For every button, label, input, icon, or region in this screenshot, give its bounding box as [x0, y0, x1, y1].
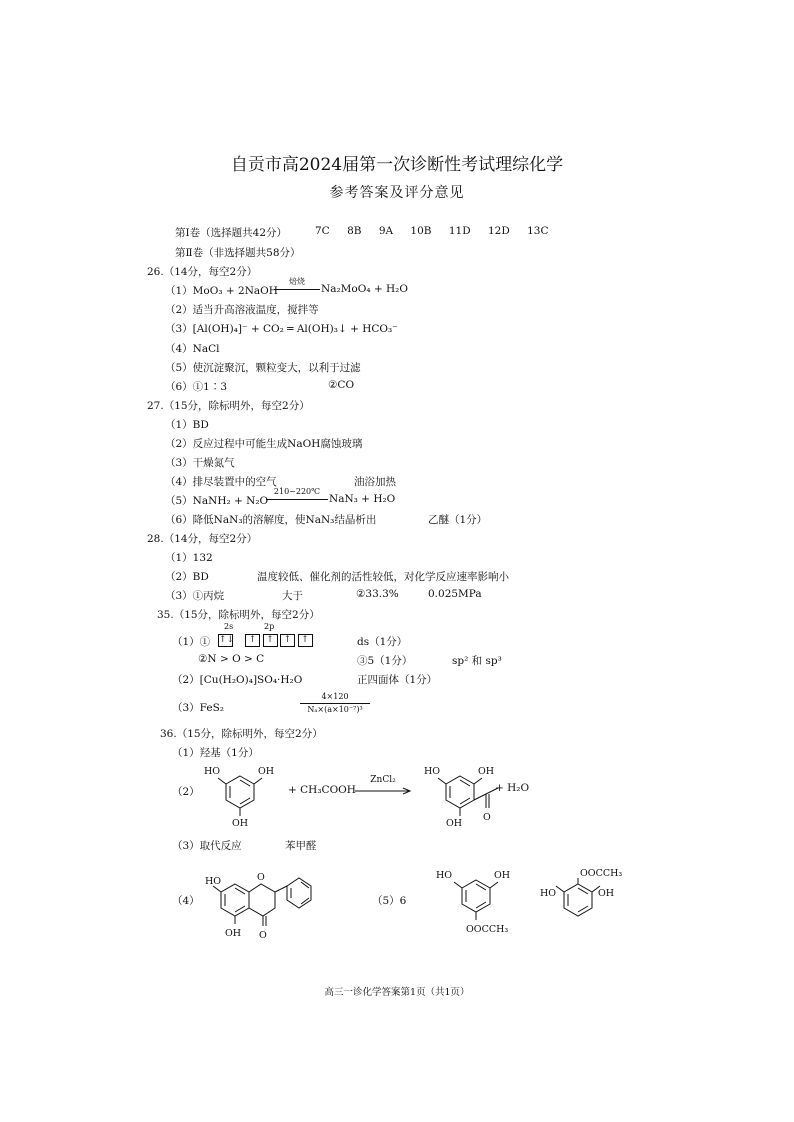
product-structure	[420, 760, 510, 830]
q28-a2-2: 温度较低、催化剂的活性较低，对化学反应速率影响小	[257, 571, 509, 583]
oh-label: OH	[598, 888, 615, 899]
q35-a2-1: （2）[Cu(H₂O)₄]SO₄·H₂O	[172, 674, 303, 686]
ho-label: HO	[424, 766, 441, 777]
orbital-diagram	[218, 633, 312, 647]
q28-a3-1: （3）①丙烷	[165, 590, 225, 602]
answer-8: 8B	[347, 225, 362, 237]
reaction-arrow	[355, 788, 413, 796]
q27-a2: （2）反应过程中可能生成NaOH腐蚀玻璃	[165, 438, 363, 450]
q35-a1-2: ②N > O > C	[198, 653, 265, 665]
q35-a1-3: ③5（1分）	[357, 655, 413, 667]
ho-label: HO	[436, 870, 453, 881]
oh-label: OH	[494, 870, 511, 881]
page-footer: 高三一诊化学答案第1页（共1页）	[324, 987, 470, 998]
q36-a3-2: 苯甲醛	[285, 840, 317, 852]
answer-11: 11D	[448, 225, 471, 237]
answer-9: 9A	[378, 225, 394, 237]
q36-a2-plus: + CH₃COOH	[288, 784, 356, 796]
q28-a3-3: ②33.3%	[356, 588, 399, 600]
oocch3-label: OOCCH₃	[466, 924, 509, 935]
o-label: O	[483, 812, 491, 823]
q36-a2-water: + H₂O	[495, 782, 530, 794]
orbital-2p-label: 2p	[264, 622, 275, 631]
q28-head: 28.（14分，每空2分）	[147, 533, 258, 545]
q26-a1-right: Na₂MoO₄ + H₂O	[321, 283, 408, 295]
ho-label: HO	[204, 766, 221, 777]
q36-a3-1: （3）取代反应	[172, 840, 242, 852]
isomer-2-structure	[540, 866, 640, 936]
q35-a1-ds: ds（1分）	[357, 636, 408, 648]
q36-head: 36.（15分，除标明外，每空2分）	[160, 728, 323, 740]
ho-label: HO	[205, 876, 222, 887]
o-label: O	[257, 872, 265, 883]
q26-a2: （2）适当升高溶液温度，搅拌等	[165, 304, 319, 316]
oh-label: OH	[225, 928, 242, 939]
q36-a2-label: （2）	[172, 786, 200, 798]
q26-a6-2: ②CO	[328, 379, 355, 391]
q26-a1-condition: 焙烧	[289, 277, 305, 286]
q28-a2-1: （2）BD	[165, 571, 209, 583]
isomer-1-structure	[430, 860, 540, 940]
q35-a2-2: 正四面体（1分）	[357, 674, 438, 686]
q27-a6-1: （6）降低NaN₃的溶解度，使NaN₃结晶析出	[165, 514, 377, 526]
density-fraction-bar	[300, 703, 370, 704]
orbital-box-2p-2: ↑	[263, 634, 278, 647]
orbital-2s-label: 2s	[224, 622, 234, 631]
part2-label: 第Ⅱ卷（非选择题共58分）	[175, 247, 301, 259]
q26-a5: （5）使沉淀聚沉，颗粒变大，以利于过滤	[165, 362, 361, 374]
answer-12: 12D	[487, 225, 510, 237]
flavanone-structure	[205, 866, 335, 946]
catalyst-label: ZnCl₂	[370, 775, 396, 785]
q28-a1: （1）132	[165, 552, 213, 564]
answer-10: 10B	[410, 225, 432, 237]
orbital-box-2s: ↑↓	[219, 634, 235, 645]
o-label: O	[259, 930, 267, 941]
q27-a6-2: 乙醚（1分）	[428, 514, 488, 526]
page-title: 自贡市高2024届第一次诊断性考试理综化学	[230, 155, 564, 175]
q28-a3-2: 大于	[282, 590, 303, 602]
oh-label: OH	[446, 818, 463, 829]
orbital-box-2p-3: ↑	[280, 634, 295, 647]
q27-a5-arrow	[266, 499, 328, 500]
q27-a5-right: NaN₃ + H₂O	[329, 493, 396, 505]
part1-label: 第Ⅰ卷（选择题共42分）	[175, 227, 288, 239]
orbital-box-2p-4: ↑	[298, 634, 313, 647]
q26-a6-1: （6）①1∶3	[165, 381, 228, 393]
answer-13: 13C	[527, 225, 549, 237]
ho-label: HO	[540, 888, 557, 899]
oh-label: OH	[258, 766, 275, 777]
q36-a1: （1）羟基（1分）	[172, 747, 259, 759]
q28-a3-4: 0.025MPa	[428, 588, 482, 600]
q26-a4: （4）NaCl	[165, 343, 220, 355]
q27-a5-left: （5）NaNH₂ + N₂O	[165, 495, 269, 507]
q26-a3: （3）[Al(OH)₄]⁻ + CO₂ ═ Al(OH)₃↓ + HCO₃⁻	[165, 323, 398, 335]
part1-answers	[315, 225, 549, 237]
q35-a1-4: sp² 和 sp³	[452, 655, 502, 667]
q27-a4-2: 油浴加热	[354, 476, 396, 488]
q27-a3: （3）干燥氮气	[165, 457, 235, 469]
density-numerator: 4×120	[321, 692, 349, 701]
phloroglucinol-structure	[200, 760, 280, 830]
q27-a1: （1）BD	[165, 419, 209, 431]
q35-a1-prefix: （1）①	[172, 636, 211, 648]
q35-a3-1: （3）FeS₂	[172, 702, 225, 714]
q26-a1-arrow	[274, 289, 320, 290]
oh-label: OH	[478, 766, 495, 777]
q27-a4-1: （4）排尽装置中的空气	[165, 476, 277, 488]
q27-a5-condition: 210~220℃	[273, 487, 321, 496]
q27-head: 27.（15分，除标明外，每空2分）	[147, 400, 310, 412]
q36-a5-label: （5）6	[372, 895, 407, 907]
page-subtitle: 参考答案及评分意见	[329, 185, 465, 201]
density-denominator: Nₐ×(a×10⁻⁷)³	[307, 705, 363, 714]
q26-a1-left: （1）MoO₃ + 2NaOH	[165, 285, 278, 297]
orbital-box-2p-1: ↑	[245, 634, 260, 647]
q36-a4-label: （4）	[172, 895, 200, 907]
q35-head: 35.（15分，除标明外，每空2分）	[157, 609, 320, 621]
answer-7: 7C	[315, 225, 330, 237]
oh-label: OH	[232, 818, 249, 829]
oocch3-label: OOCCH₃	[580, 868, 623, 879]
q26-head: 26.（14分，每空2分）	[147, 266, 258, 278]
